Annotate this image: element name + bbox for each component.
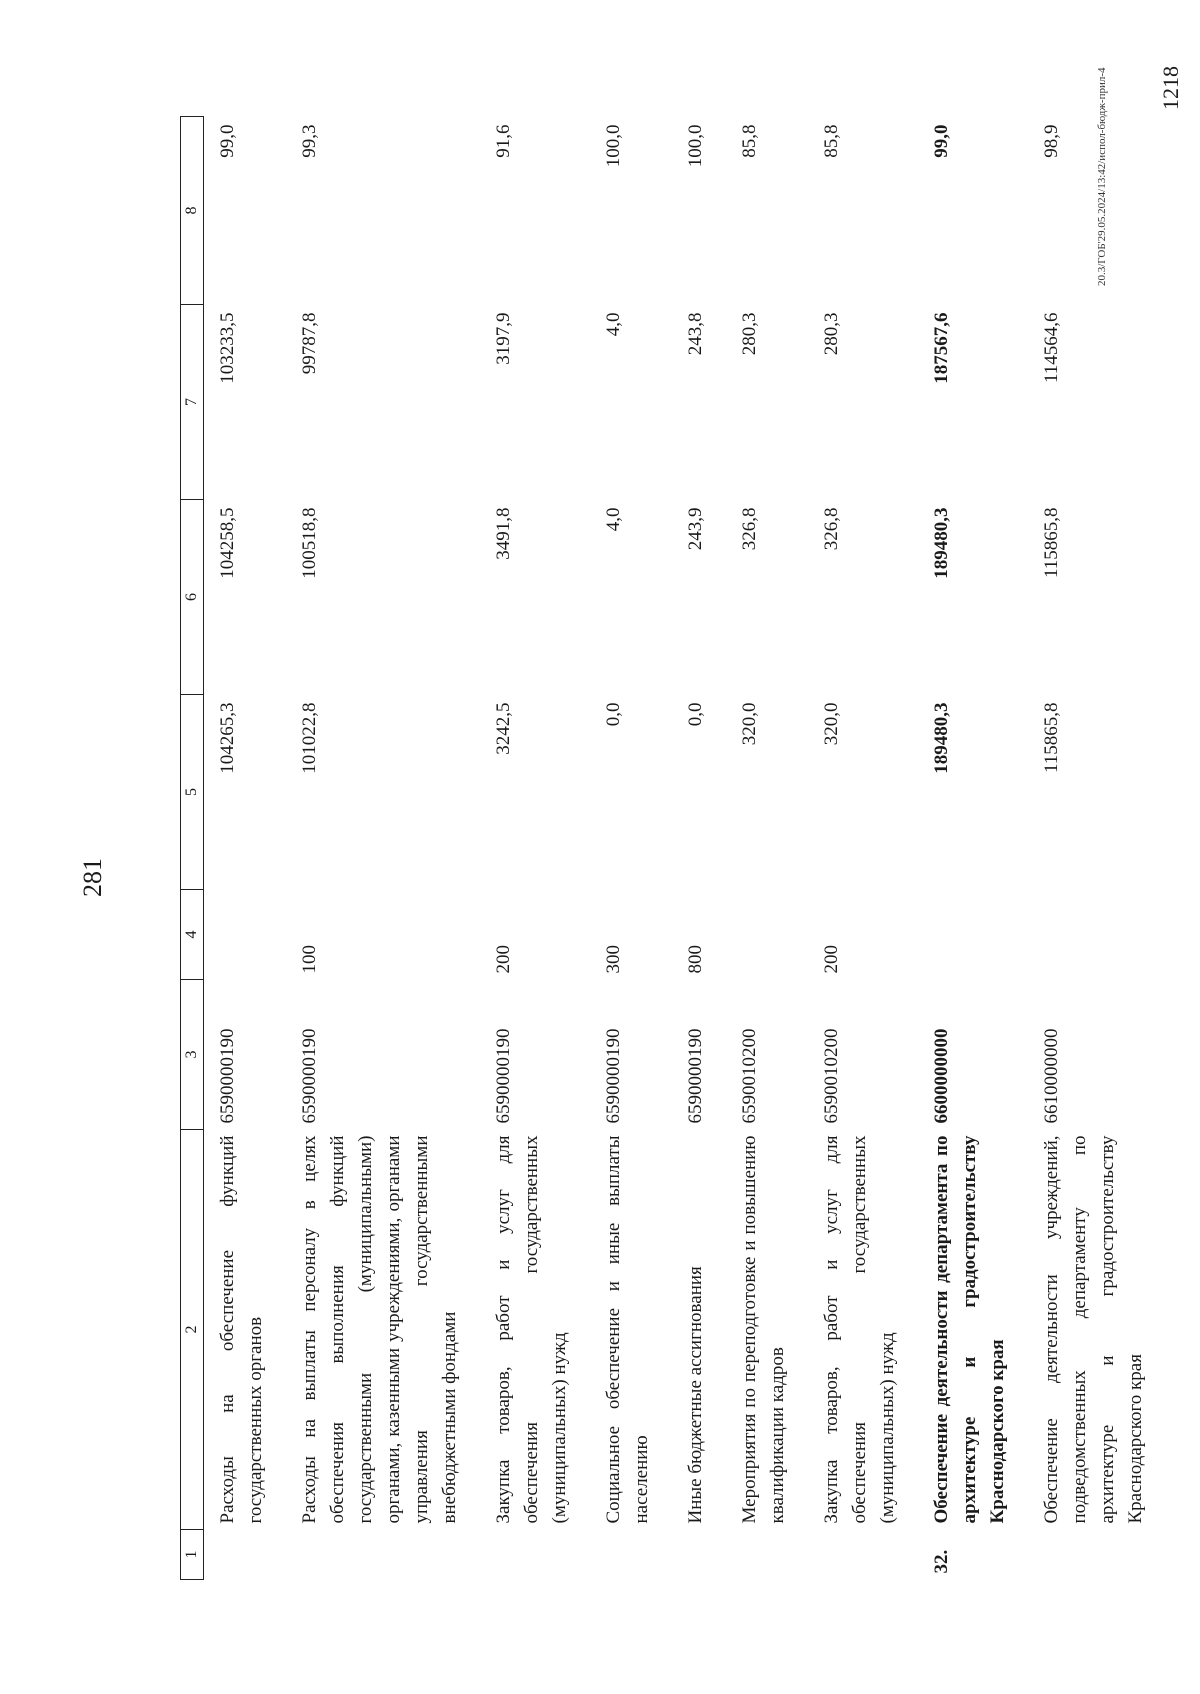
row-type: 200 bbox=[493, 945, 514, 974]
table-row-section bbox=[928, 117, 1038, 1580]
table-row bbox=[600, 117, 682, 1580]
row-value-5: 320,0 bbox=[821, 702, 842, 746]
row-name: Обеспечение деятельности департамента по архитектуре и градостроительству Краснодарского края bbox=[931, 1135, 1008, 1524]
row-name: Закупка товаров, работ и услуг для обеспечения государственных (муниципальных) нужд bbox=[493, 1135, 570, 1524]
row-value-7: 187567,6 bbox=[931, 312, 952, 384]
row-value-7: 99787,8 bbox=[299, 312, 320, 375]
row-percent: 98,9 bbox=[1041, 124, 1062, 158]
row-value-6: 243,9 bbox=[685, 507, 706, 551]
table-row bbox=[818, 117, 928, 1580]
row-percent: 100,0 bbox=[603, 124, 624, 168]
row-value-6: 4,0 bbox=[603, 507, 624, 532]
row-value-5: 0,0 bbox=[603, 702, 624, 727]
header-cell: 6 bbox=[181, 500, 204, 695]
row-percent: 91,6 bbox=[493, 124, 514, 158]
row-code: 6590000190 bbox=[603, 1028, 624, 1124]
row-value-7: 4,0 bbox=[603, 312, 624, 337]
row-value-7: 243,8 bbox=[685, 312, 706, 356]
row-value-5: 189480,3 bbox=[931, 702, 952, 774]
row-code: 6590000190 bbox=[299, 1028, 320, 1124]
row-type bbox=[1038, 890, 1176, 980]
row-number bbox=[736, 1530, 818, 1580]
row-percent: 100,0 bbox=[685, 124, 706, 168]
budget-table bbox=[180, 116, 1176, 1580]
row-percent: 85,8 bbox=[739, 124, 760, 158]
row-value-7: 103233,5 bbox=[217, 312, 238, 384]
row-value-5: 104265,3 bbox=[217, 702, 238, 774]
table-row bbox=[682, 117, 736, 1580]
row-name: Социальное обеспечение и иные выплаты населению bbox=[603, 1135, 652, 1524]
row-number bbox=[1038, 1530, 1176, 1580]
row-code: 6590000190 bbox=[685, 1028, 706, 1124]
row-name: Расходы на выплаты персоналу в целях обеспечения выполнения функций государственными (муниципальными) органами, казенными учреждениями, органами управления государственными внебюджетными фондами bbox=[299, 1135, 460, 1524]
row-value-6: 326,8 bbox=[821, 507, 842, 551]
row-type bbox=[928, 890, 1038, 980]
row-code: 6590010200 bbox=[821, 1028, 842, 1124]
row-number bbox=[600, 1530, 682, 1580]
row-code: 6590000190 bbox=[217, 1028, 238, 1124]
row-value-5: 0,0 bbox=[685, 702, 706, 727]
page-number: 281 bbox=[78, 858, 107, 897]
table-row bbox=[214, 117, 296, 1580]
row-type: 100 bbox=[299, 945, 320, 974]
header-cell: 4 bbox=[181, 890, 204, 980]
header-row bbox=[181, 117, 204, 1580]
row-value-5: 101022,8 bbox=[299, 702, 320, 774]
row-code: 6590010200 bbox=[739, 1028, 760, 1124]
row-type: 200 bbox=[821, 945, 842, 974]
row-code: 6590000190 bbox=[493, 1028, 514, 1124]
row-value-6: 3491,8 bbox=[493, 507, 514, 560]
row-name: Расходы на обеспечение функций государственных органов bbox=[217, 1135, 266, 1524]
table-row bbox=[490, 117, 600, 1580]
row-name: Иные бюджетные ассигнования bbox=[685, 1266, 706, 1524]
table-row bbox=[1038, 117, 1176, 1580]
row-value-5: 320,0 bbox=[739, 702, 760, 746]
row-code: 6600000000 bbox=[931, 1028, 952, 1124]
row-percent: 99,0 bbox=[931, 124, 952, 158]
table-row bbox=[296, 117, 490, 1580]
row-value-6: 115865,8 bbox=[1041, 507, 1062, 579]
row-percent: 99,0 bbox=[217, 124, 238, 158]
row-value-7: 114564,6 bbox=[1041, 312, 1062, 384]
row-percent: 85,8 bbox=[821, 124, 842, 158]
row-number bbox=[296, 1530, 490, 1580]
header-cell: 2 bbox=[181, 1130, 204, 1530]
row-type bbox=[736, 890, 818, 980]
row-value-6: 104258,5 bbox=[217, 507, 238, 579]
row-name: Мероприятия по переподготовке и повышению квалификации кадров bbox=[739, 1135, 788, 1524]
row-value-6: 100518,8 bbox=[299, 507, 320, 579]
header-cell: 1 bbox=[181, 1530, 204, 1580]
row-type: 300 bbox=[603, 945, 624, 974]
row-name: Обеспечение деятельности учреждений, подведомственных департаменту по архитектуре и градостроительству Краснодарского края bbox=[1041, 1135, 1146, 1524]
header-cell: 3 bbox=[181, 980, 204, 1130]
row-value-5: 115865,8 bbox=[1041, 702, 1062, 774]
row-number: 32. bbox=[931, 1549, 952, 1574]
row-type bbox=[214, 890, 296, 980]
row-value-6: 189480,3 bbox=[931, 507, 952, 579]
footer-code: 20.3/ГОБ'29.05.2024/13:42/испол-бюдж-прил-4 bbox=[1096, 67, 1108, 286]
row-code: 6610000000 bbox=[1041, 1028, 1062, 1124]
row-type: 800 bbox=[685, 945, 706, 974]
sheet-number: 1218 bbox=[1158, 66, 1183, 110]
header-cell: 8 bbox=[181, 117, 204, 305]
table-row bbox=[736, 117, 818, 1580]
row-number bbox=[682, 1530, 736, 1580]
row-value-7: 3197,9 bbox=[493, 312, 514, 365]
row-value-5: 3242,5 bbox=[493, 702, 514, 755]
row-number bbox=[818, 1530, 928, 1580]
header-cell: 5 bbox=[181, 695, 204, 890]
row-value-6: 326,8 bbox=[739, 507, 760, 551]
row-percent: 99,3 bbox=[299, 124, 320, 158]
row-number bbox=[214, 1530, 296, 1580]
header-cell: 7 bbox=[181, 305, 204, 500]
row-value-7: 280,3 bbox=[739, 312, 760, 356]
row-name: Закупка товаров, работ и услуг для обеспечения государственных (муниципальных) нужд bbox=[821, 1135, 898, 1524]
row-number bbox=[490, 1530, 600, 1580]
row-value-7: 280,3 bbox=[821, 312, 842, 356]
